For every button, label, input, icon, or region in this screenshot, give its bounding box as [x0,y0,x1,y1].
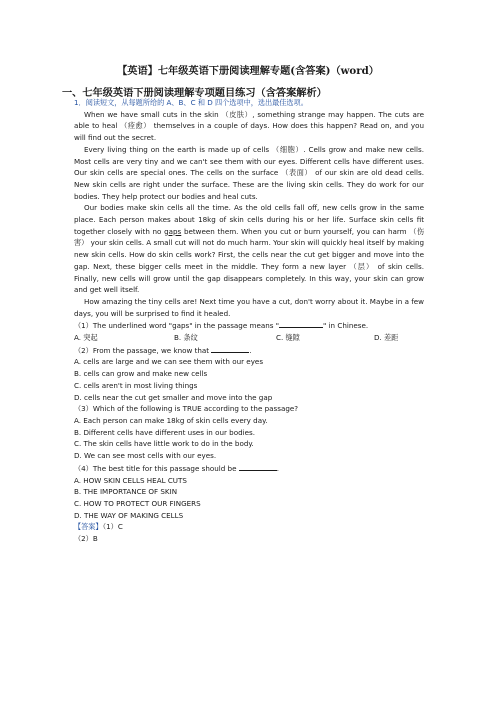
question-4-stem [74,462,424,475]
section-heading: 一、七年级英语下册阅读理解专项题目练习（含答案解析） [62,87,327,99]
question-intro [74,97,424,109]
passage-paragraph-4: How amazing the tiny cells are! Next time you have a cut, don't worry about it. Maybe in a few days, you will be surprised to find it healed. [74,296,424,318]
option-d: D. 差距 [374,333,399,343]
option-a: A. 突起 [74,333,98,343]
question-3-option-d: D. We can see most cells with our eyes. [74,451,217,461]
question-number: 1． [74,98,86,107]
question-4-stem-end: . [276,463,280,473]
answer-blank [211,344,252,355]
passage-paragraph-1: When we have small cuts in the skin （皮肤）, something strange may happen. The cuts are able to heal （痊愈） themselves in a couple of days. How does this happen? Read on, and you will find out the secret. [74,109,424,143]
question-3-stem: （3）Which of the following is TRUE according to the passage? [74,404,299,414]
question-4-option-d: D. THE WAY OF MAKING CELLS [74,510,184,520]
question-4-option-a: A. HOW SKIN CELLS HEAL CUTS [74,475,187,485]
option-c: C. 缝隙 [276,333,300,343]
answer-blank [239,462,280,473]
answer-2: （2）B [74,534,98,544]
question-4-option-b: B. THE IMPORTANCE OF SKIN [74,487,178,497]
option-b: B. 条纹 [174,333,198,343]
question-2-option-d: D. cells near the cut get smaller and move into the gap [74,392,273,402]
question-3-option-b: B. Different cells have different uses in our bodies. [74,427,255,437]
question-1-options [74,332,424,344]
question-3-option-a: A. Each person can make 18kg of skin cells every day. [74,415,268,425]
question-1-stem-start: （1）The underlined word "gaps" in the passage means " [74,321,280,331]
paragraph-3-after: between them. When you cut or burn yourself, you can harm （伤害） your skin cells. A small cut will not do much harm. Your skin will quickly heal itself by making new skin cells. How do skin cells work? First, the cells near the cut get bigger and move into the gap. Next, these bigger cells meet in the middle. They form a new layer （层） of skin cells. Finally, new cells will grow until the gap disappears completely. In this way, your skin can grow and get well itself. [74,226,424,295]
question-2-option-b: B. cells can grow and make new cells [74,369,208,379]
question-2-stem [74,344,424,357]
passage-paragraph-2: Every living thing on the earth is made up of cells （细胞）. Cells grow and make new cells. Most cells are very tiny and we can't see them with our eyes. Different cells have different uses. Our skin cells are special ones. The cells on the surface （表面） of our skin are old dead cells. New skin cells are right under the surface. These are the living skin cells. They do work for our bodies. They help protect our bodies and heal cuts. [74,144,424,201]
answer-line-1 [74,521,424,533]
question-3-option-c: C. The skin cells have little work to do in the body. [74,439,254,449]
question-4-stem-start: （4）The best title for this passage should be [74,463,239,473]
question-2-option-c: C. cells aren't in most living things [74,380,198,390]
document-body [74,97,424,545]
question-2-option-a: A. cells are large and we can see them with our eyes [74,357,264,367]
question-1-stem [74,319,424,332]
passage-paragraph-3 [74,202,424,296]
document-title: 【英语】七年级英语下册阅读理解专题(含答案)（word） [117,65,379,77]
question-instruction: 阅读短文，从每题所给的 A、B、C 和 D 四个选项中，选出最佳选项。 [85,98,308,107]
answer-1: （1）C [102,522,123,532]
question-2-stem-end: . [249,345,252,355]
question-4-option-c: C. HOW TO PROTECT OUR FINGERS [74,498,201,508]
underlined-word: gaps [164,226,182,236]
answer-label: 【答案】 [74,522,103,532]
question-1-stem-end: " in Chinese. [323,321,369,331]
paragraph-3-before: Our bodies make skin cells all the time. As the old cells fall off, new cells grow in the same place. Each person makes about 18kg of skin cells during his or her life. Surface skin cells fit together closely with no [74,203,424,236]
question-2-stem-start: （2）From the passage, we know that [74,345,212,355]
answer-blank [279,319,323,328]
